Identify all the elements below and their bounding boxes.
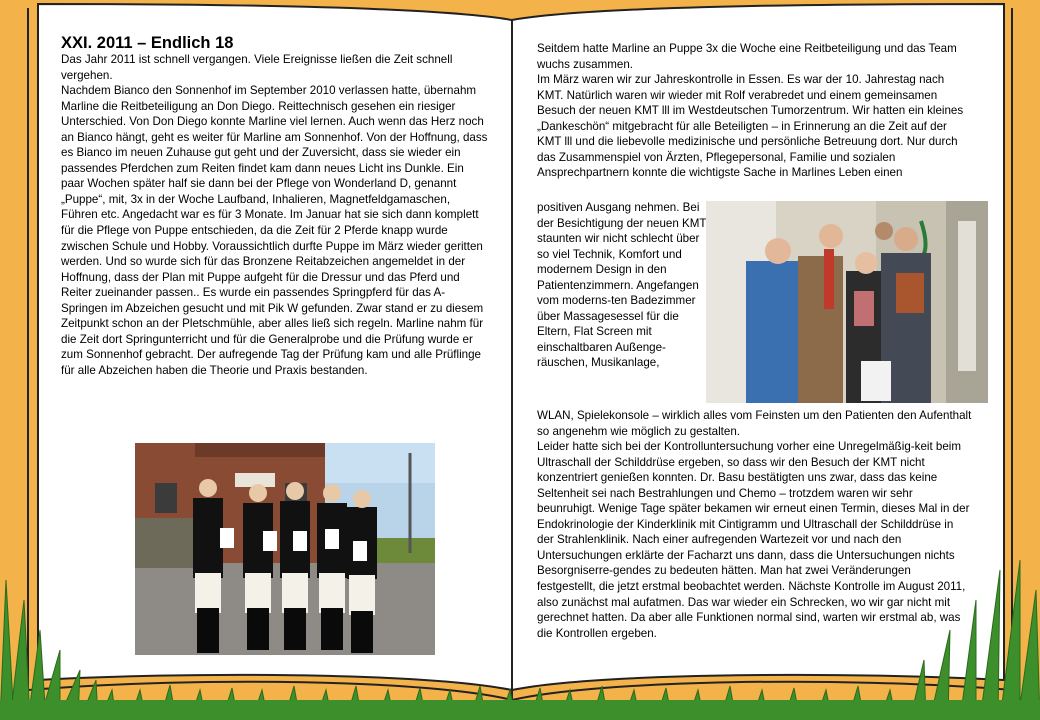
left-page-text [61,52,489,378]
left-paragraph-2: Nachdem Bianco den Sonnenhof im September 2010 verlassen hatte, übernahm Marline die Reitbeteiligung an Don Diego. Reittechnisch gesehen ein riesiger Unterschied. Von Don Diego konnte Marline viel lernen. Auch wenn das Herz noch an Bianco hängt, geht es weiter für Marline am Sonnenhof. Von der Hoffnung, dass es Bianco im neuen Zuhause gut geht und der Zuversicht, dass sie wieder ein passendes Pferdchen zum Reiten findet kam dann neues Licht ins Dunkle. Ein paar Wochen später half sie dann bei der Pflege von Wonderland D, genannt „Puppe“, mit, 3x in der Woche Laufband, Inhalieren, Magnetfeldgamaschen, Führen etc. Angedacht war es für 3 Monate. Im Januar hat sie sich dann komplett für die Pflege von Puppe entschieden, da die Zeit für 2 Pferde knapp wurde zwischen Schule und Hobby. Voraussichtlich durfte Puppe im März wieder geritten werden. Und so wurde sich für das Bronzene Reitabzeichen angemeldet in der Hoffnung, dass der Plan mit Puppe aufgeht für die Dressur und das Pferd und Reiter zueinander passen.. Es wurde ein passendes Springpferd für das A-Springen im Abzeichen gesucht und mit Pik W gefunden. Zwar stand er zu diesem Zeitpunkt schon an der Pletschmühle, aber alles ließ sich regeln. Marline nahm für die Zeit dort Springunterricht und für die Generalprobe und die Prüfung wurde er zum Sonnenhof gebracht. Der aufregende Tag der Prüfung kam und alle Prüflinge für alle Abzeichen haben die Theorie und Praxis bestanden. [61,84,488,377]
grass-decoration [0,540,1040,720]
right-wrap-paragraph: positiven Ausgang nehmen. Bei der Besichtigung der neuen KMT staunten wir nicht schlecht über so viel Technik, Komfort und modernem Design in den Patientenzimmern. Angefangen vom moderns-ten Badezimmer über Massagesessel für die Eltern, Flat Screen mit einschaltbaren Außenge-räuschen, Musikanlage, [537,201,707,370]
clinic-group-photo [706,201,988,403]
right-page-text-wrap [537,200,707,371]
right-paragraph-1: Seitdem hatte Marline an Puppe 3x die Woche eine Reitbeteiligung und das Team wuchs zusammen. [537,42,957,71]
right-page-text-top [537,41,965,181]
right-paragraph-2: Im März waren wir zur Jahreskontrolle in Essen. Es war der 10. Jahrestag nach KMT. Natürlich waren wir wieder mit Rolf verabredet und einem gemeinsamen Besuch der neuen KMT lll im Westdeutschen Tumorzentrum. Wir hatten ein kleines „Dankeschön“ mitgebracht für alle Beteiligten – in Erinnerung an die Zeit auf der KMT lll und die liebevolle medizinische und persönliche Betreuung dort. Nur durch das Zusammenspiel von Ärzten, Pflegepersonal, Familie und sozialen Ansprechpartnern konnte die wichtigste Sache in Marlines Leben einen [537,73,964,180]
chapter-title: XXI. 2011 – Endlich 18 [61,34,234,52]
left-paragraph-1: Das Jahr 2011 ist schnell vergangen. Viele Ereignisse ließen die Zeit schnell vergehen. [61,53,453,82]
right-paragraph-4: Leider hatte sich bei der Kontrolluntersuchung vorher eine Unregelmäßig-keit beim Ultraschall der Schilddrüse ergeben, so dass wir den Besuch der KMT nicht konzentriert genießen konnten. Dr. Basu bestätigten uns zwar, dass das keine Seltenheit sei nach Bestrahlungen und Chemo – trotzdem waren wir sehr beunruhigt. Wenige Tage später bekamen wir erneut einen Termin, dieses Mal in der Endokrinologie der Kinderklinik mit Cintigramm und Ultraschall der Schilddrüse in der Strahlenklinik. Nach einer aufregenden Wartezeit vor und nach den Untersuchungen erklärte der Facharzt uns dann, dass die Untersuchungen nichts Besorgniserre-gendes zu bedeuten hätten. Man hat zwei Veränderungen festgestellt, die jetzt erstmal beobachtet werden. Nächste Kontrolle im August 2011, also zunächst mal aufatmen. Das war wieder ein Schrecken, wo wir gar nicht mit gerechnet hatten. Da aber alle Funktionen normal sind, warten wir erstmal ab, was die Kontrollen ergeben. [537,440,970,640]
right-paragraph-3: WLAN, Spielekonsole – wirklich alles vom Feinsten um den Patienten den Aufenthalt so angenehm wie möglich zu gestalten. [537,409,972,438]
